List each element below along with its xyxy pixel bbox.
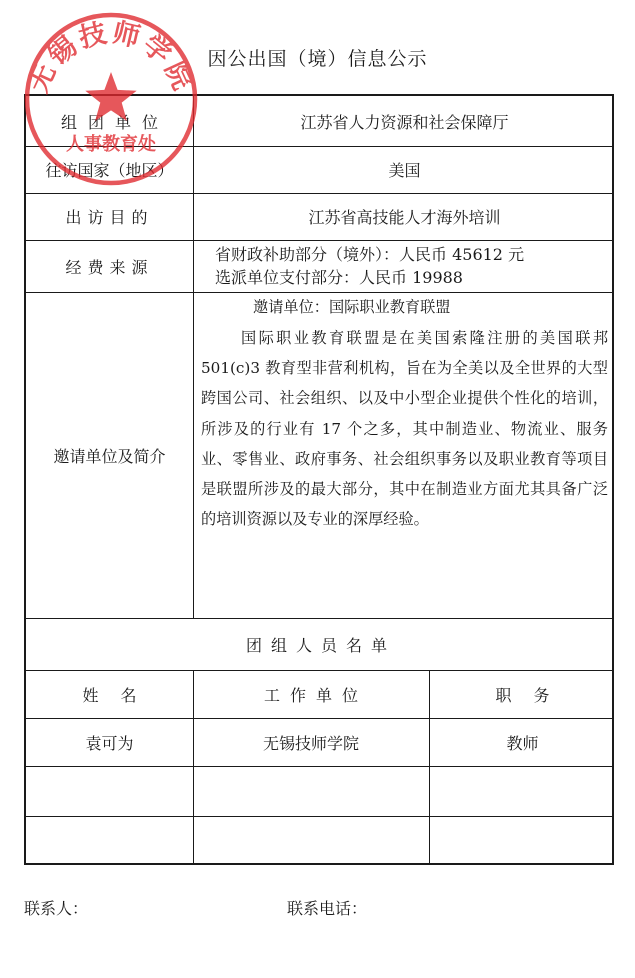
destination-value: 美国	[388, 161, 421, 180]
purpose-label: 出访目的	[65, 208, 154, 227]
official-seal	[22, 10, 200, 188]
purpose-value: 江苏省高技能人才海外培训	[308, 208, 501, 227]
members-section-title: 团组人员名单	[245, 635, 396, 655]
header-name: 姓名	[82, 685, 159, 705]
member-work-unit	[193, 766, 429, 816]
inviter-org: 邀请单位：国际职业教育联盟	[253, 298, 451, 316]
seal-star-icon	[85, 72, 136, 121]
header-position: 职务	[495, 685, 572, 705]
member-name: 袁可为	[85, 733, 134, 753]
funding-line-unit: 选派单位支付部分：人民币 19988	[215, 268, 463, 287]
inviter-label: 邀请单位及简介	[53, 446, 166, 466]
member-name	[26, 816, 193, 865]
funding-label: 经费来源	[65, 257, 154, 277]
member-position: 教师	[506, 733, 539, 753]
member-name	[26, 766, 193, 816]
seal-outer-text: 无锡技师学院	[22, 17, 200, 98]
member-work-unit	[193, 816, 429, 865]
delegation-unit-label: 组团单位	[60, 112, 169, 132]
contact-phone-label: 联系电话：	[287, 899, 368, 918]
funding-value	[193, 240, 616, 292]
page-title: 因公出国（境）信息公示	[207, 48, 428, 70]
member-position	[429, 766, 616, 816]
header-work-unit: 工作单位	[263, 685, 368, 705]
seal-inner-text: 人事教育处	[66, 134, 156, 155]
inviter-description: 国际职业教育联盟是在美国索隆注册的美国联邦 501(c)3 教育型非营利机构，旨在为全美以及全世界的大型跨国公司、社会组织、以及中小型企业提供个性化的培训，所涉及的行业有 17 个之多，其中制造业、物流业、服务业、零售业、政府事务、社会组织事务以及职业教育等项目是联盟所涉及的最大部分，其中在制造业方面尤其具备广泛的培训资源以及专业的深厚经验。	[201, 329, 608, 529]
contact-person-label: 联系人：	[24, 899, 89, 918]
inviter-intro	[193, 292, 616, 618]
funding-line-provincial: 省财政补助部分（境外）：人民币 45612 元	[215, 245, 525, 264]
info-table	[24, 94, 614, 865]
destination-label: 往访国家（地区）	[45, 161, 174, 180]
member-position	[429, 816, 616, 865]
delegation-unit-value: 江苏省人力资源和社会保障厅	[300, 112, 509, 132]
member-work-unit: 无锡技师学院	[262, 733, 359, 753]
